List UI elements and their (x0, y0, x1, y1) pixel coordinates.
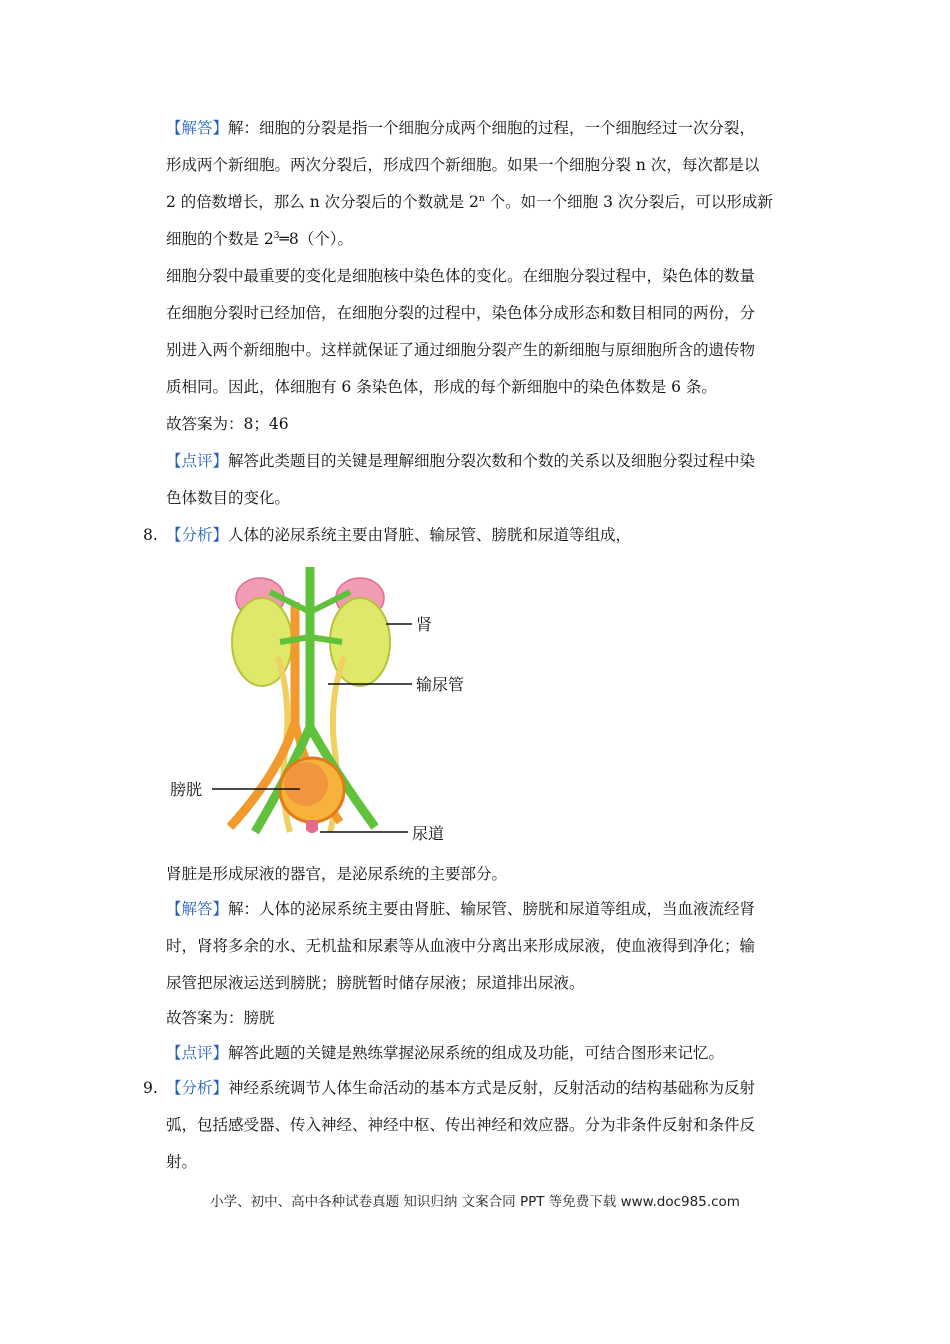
sec7-para2-line-3: 别进入两个新细胞中。这样就保证了通过细胞分裂产生的新细胞与原细胞所含的遗传物 (166, 341, 756, 359)
text: 解：细胞的分裂是指一个细胞分成两个细胞的过程，一个细胞经过一次分裂， (228, 119, 756, 137)
text: 解：人体的泌尿系统主要由肾脏、输尿管、膀胱和尿道等组成，当血液流经肾 (228, 900, 756, 918)
sec8-comment (166, 1035, 806, 1072)
sec9-analysis-line-1 (166, 1070, 806, 1107)
sec8-analysis (166, 517, 806, 554)
urinary-system-diagram (160, 562, 480, 847)
sec8-result: 故答案为：膀胱 (166, 1009, 275, 1027)
label-kidney: 肾 (416, 615, 433, 634)
sec7-answer-line-1 (166, 110, 806, 147)
urethra (306, 820, 318, 833)
comment-tag: 【点评】 (166, 1044, 229, 1062)
text: 神经系统调节人体生命活动的基本方式是反射，反射活动的结构基础称为反射 (228, 1079, 756, 1097)
text: 人体的泌尿系统主要由肾脏、输尿管、膀胱和尿道等组成， (228, 526, 632, 544)
sec7-para2-line-4: 质相同。因此，体细胞有 6 条染色体，形成的每个新细胞中的染色体数是 6 条。 (166, 378, 717, 396)
text: 2 的倍数增长，那么 n 次分裂后的个数就是 2 (166, 193, 479, 211)
text: 解答此题的关键是熟练掌握泌尿系统的组成及功能，可结合图形来记忆。 (228, 1044, 725, 1062)
bladder-inner (284, 762, 328, 806)
sec8-answer-line-3: 尿管把尿液运送到膀胱；膀胱暂时储存尿液；尿道排出尿液。 (166, 974, 585, 992)
sec7-comment-line-1 (166, 443, 806, 480)
comment-tag: 【点评】 (166, 452, 229, 470)
text: 解答此类题目的关键是理解细胞分裂次数和个数的关系以及细胞分裂过程中染 (228, 452, 756, 470)
sec8-after-diagram: 肾脏是形成尿液的器官，是泌尿系统的主要部分。 (166, 865, 508, 883)
answer-tag: 【解答】 (166, 900, 229, 918)
text: 个。如一个细胞 3 次分裂后，可以形成新 (484, 193, 773, 211)
sec7-answer-line-4 (166, 221, 806, 258)
sec8-answer-line-1 (166, 891, 806, 928)
sec7-para2-line-1: 细胞分裂中最重要的变化是细胞核中染色体的变化。在细胞分裂过程中，染色体的数量 (166, 267, 756, 285)
answer-tag: 【解答】 (166, 119, 229, 137)
question-number-9: 9. (143, 1079, 158, 1097)
page-footer: 小学、初中、高中各种试卷真题 知识归纳 文案合同 PPT 等免费下载 www.doc985.com (210, 1194, 740, 1210)
text: ═8（个）。 (279, 230, 353, 248)
text: 细胞的个数是 2 (166, 230, 274, 248)
sec7-answer-line-2: 形成两个新细胞。两次分裂后，形成四个新细胞。如果一个细胞分裂 n 次，每次都是以 (166, 156, 760, 174)
label-urethra: 尿道 (412, 824, 445, 843)
label-ureter: 输尿管 (416, 675, 465, 694)
question-number-8: 8. (143, 526, 158, 544)
analysis-tag: 【分析】 (166, 526, 229, 544)
superscript: n (478, 193, 485, 204)
superscript: 3 (273, 230, 280, 241)
sec7-answer-line-3 (166, 184, 806, 221)
sec8-answer-line-2: 时，肾将多余的水、无机盐和尿素等从血液中分离出来形成尿液，使血液得到净化；输 (166, 937, 756, 955)
sec9-analysis-line-3: 射。 (166, 1153, 198, 1171)
sec7-para2-line-2: 在细胞分裂时已经加倍，在细胞分裂的过程中，染色体分成形态和数目相同的两份，分 (166, 304, 756, 322)
sec9-analysis-line-2: 弧，包括感受器、传入神经、神经中枢、传出神经和效应器。分为非条件反射和条件反 (166, 1116, 756, 1134)
sec7-result: 故答案为：8；46 (166, 415, 289, 433)
sec7-comment-line-2: 色体数目的变化。 (166, 489, 291, 507)
analysis-tag: 【分析】 (166, 1079, 229, 1097)
label-bladder: 膀胱 (170, 780, 203, 799)
